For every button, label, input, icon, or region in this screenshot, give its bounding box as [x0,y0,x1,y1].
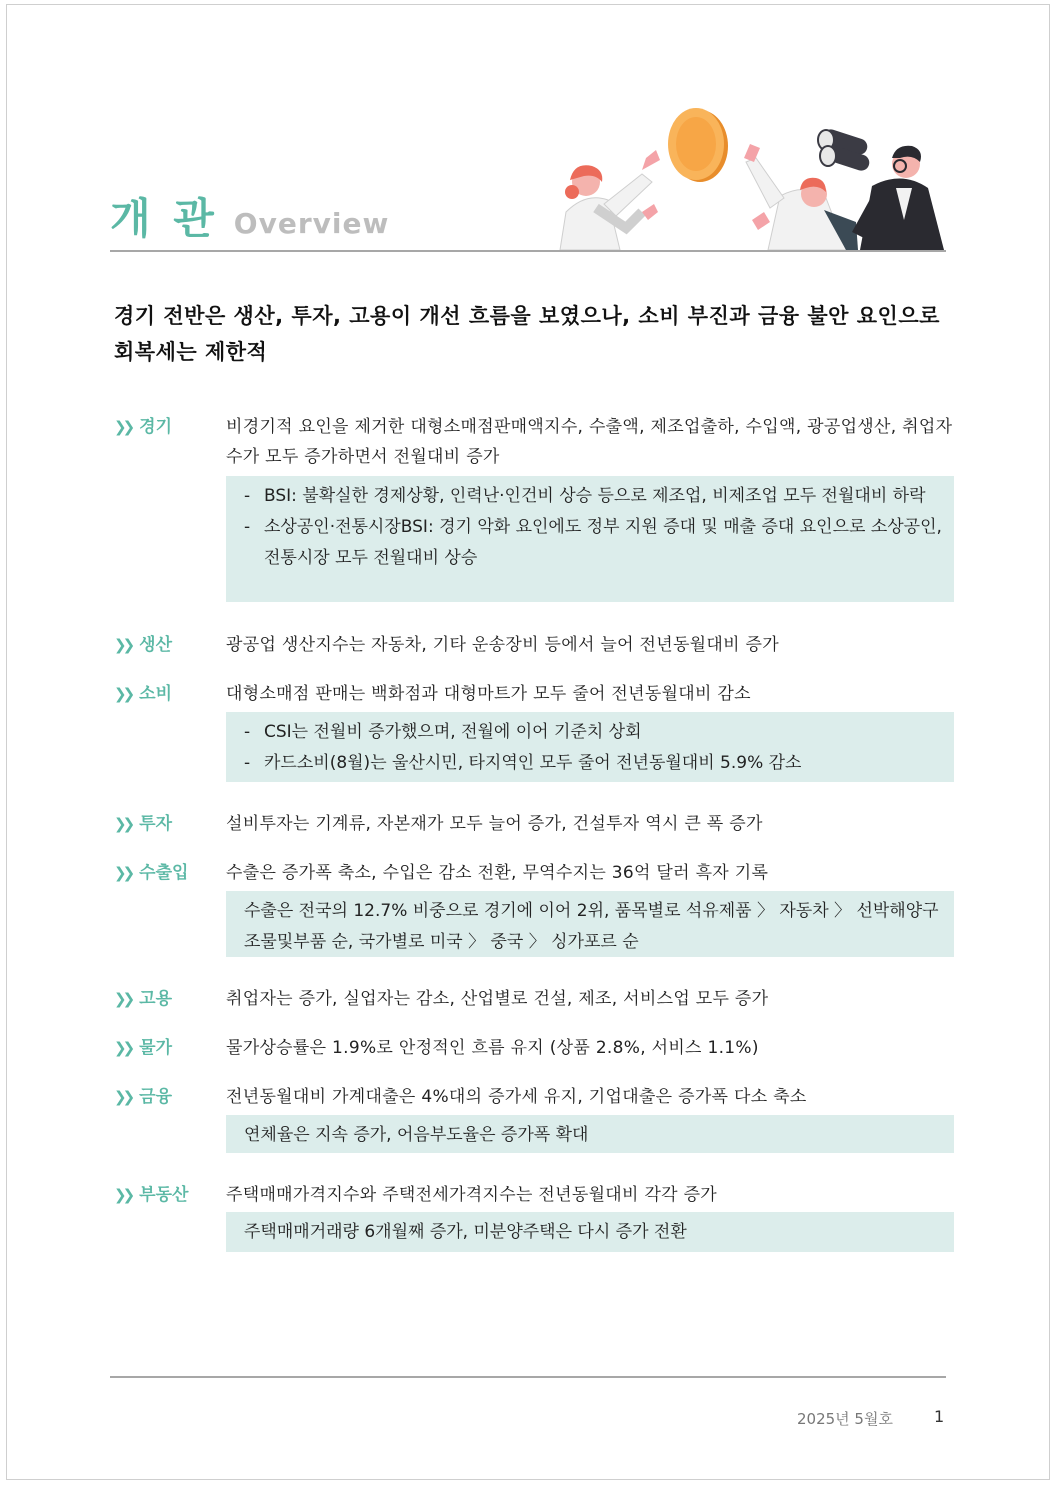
section-text: 수출은 증가폭 축소, 수입은 감소 전환, 무역수지는 36억 달러 흑자 기록 [226,863,769,883]
section-label: ❯❯ 투자 [114,814,172,834]
section-detail-box [226,712,954,782]
detail-item: - CSI는 전월비 증가했으며, 전월에 이어 기준치 상회 [244,722,642,742]
note-text: 연체율은 지속 증가, 어음부도율은 증가폭 확대 [244,1125,589,1145]
double-chevron-icon: ❯❯ [114,1088,132,1106]
section-label: ❯❯ 경기 [114,417,172,437]
header-divider [110,250,946,252]
headline: 경기 전반은 생산, 투자, 고용이 개선 흐름을 보였으나, 소비 부진과 금융 불안 요인으로 회복세는 제한적 [114,304,940,364]
section-text: 취업자는 증가, 실업자는 감소, 산업별로 건설, 제조, 서비스업 모두 증가 [226,989,769,1009]
section-text: 비경기적 요인을 제거한 대형소매점판매액지수, 수출액, 제조업출하, 수입액, 광공업생산, 취업자수가 모두 증가하면서 전월대비 증가 [226,417,953,467]
section-label: ❯❯ 물가 [114,1038,172,1058]
note-text: 주택매매거래량 6개월째 증가, 미분양주택은 다시 증가 전환 [244,1222,687,1242]
header-illustration [556,100,948,252]
footer-divider [110,1376,946,1378]
section-label: ❯❯ 부동산 [114,1185,189,1205]
section-label: ❯❯ 생산 [114,635,172,655]
page-title [110,184,390,243]
woman-pointing-figure [560,150,660,250]
double-chevron-icon: ❯❯ [114,685,132,703]
section-label: ❯❯ 금융 [114,1087,172,1107]
section-text: 물가상승률은 1.9%로 안정적인 흐름 유지 (상품 2.8%, 서비스 1.1%) [226,1038,759,1058]
title-english: Overview [233,207,390,240]
double-chevron-icon: ❯❯ [114,1186,132,1204]
section-label: ❯❯ 고용 [114,989,172,1009]
detail-item: - BSI: 불확실한 경제상황, 인력난·인건비 상승 등으로 제조업, 비제조업 모두 전월대비 하락 [244,486,926,506]
note-text: 수출은 전국의 12.7% 비중으로 경기에 이어 2위, 품목별로 석유제품 〉 자동차 〉 선박해양구조물및부품 순, 국가별로 미국 〉 중국 〉 싱가포르 순 [244,901,939,952]
section-text: 광공업 생산지수는 자동차, 기타 운송장비 등에서 늘어 전년동월대비 증가 [226,635,779,655]
section-detail-box [226,476,954,602]
coin-icon [668,108,728,182]
double-chevron-icon: ❯❯ [114,990,132,1008]
section-text: 설비투자는 기계류, 자본재가 모두 늘어 증가, 건설투자 역시 큰 폭 증가 [226,814,763,834]
double-chevron-icon: ❯❯ [114,636,132,654]
section-note-box [226,1115,954,1153]
issue-label: 2025년 5월호 [797,1410,893,1428]
section-note-box [226,1212,954,1252]
detail-item: - 카드소비(8월)는 울산시민, 타지역인 모두 줄어 전년동월대비 5.9% 감소 [244,753,802,773]
section-text: 주택매매가격지수와 주택전세가격지수는 전년동월대비 각각 증가 [226,1185,718,1205]
double-chevron-icon: ❯❯ [114,1039,132,1057]
section-note-box [226,891,954,957]
detail-item: - 소상공인·전통시장BSI: 경기 악화 요인에도 정부 지원 증대 및 매출 증대 요인으로 소상공인, 전통시장 모두 전월대비 상승 [244,517,942,568]
double-chevron-icon: ❯❯ [114,815,132,833]
double-chevron-icon: ❯❯ [114,418,132,436]
section-label: ❯❯ 소비 [114,684,172,704]
section-text: 대형소매점 판매는 백화점과 대형마트가 모두 줄어 전년동월대비 감소 [226,684,751,704]
section-label: ❯❯ 수출입 [114,863,189,883]
section-text: 전년동월대비 가계대출은 4%대의 증가세 유지, 기업대출은 증가폭 다소 축소 [226,1087,807,1107]
title-korean: 개 관 [110,194,218,243]
double-chevron-icon: ❯❯ [114,864,132,882]
page-number: 1 [934,1407,945,1426]
